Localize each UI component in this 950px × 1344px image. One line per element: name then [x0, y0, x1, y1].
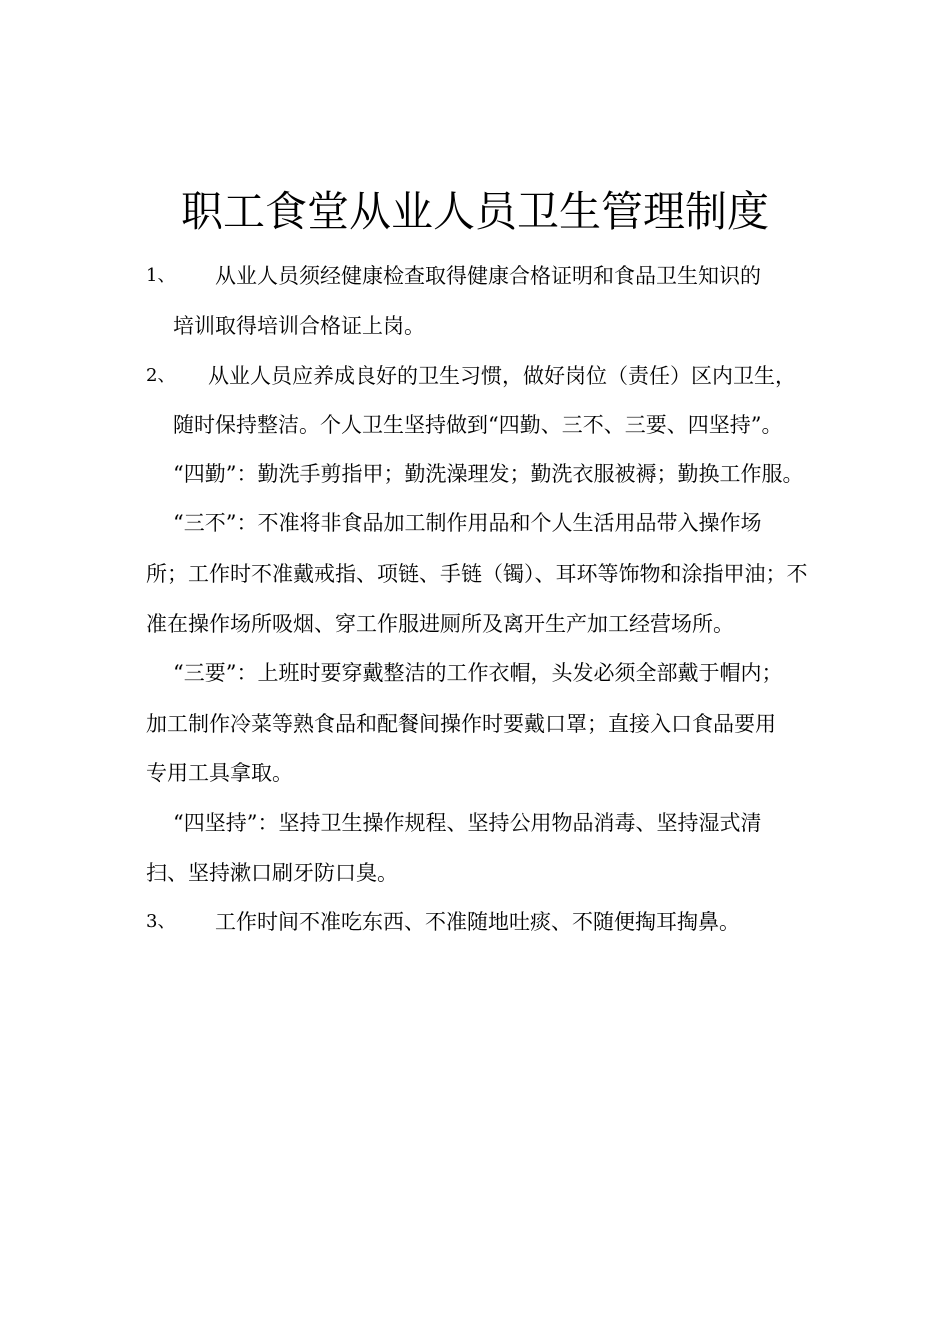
san-yao-line-3: 专用工具拿取。 — [146, 761, 293, 785]
item-2-line-1: 从业人员应养成良好的卫生习惯，做好岗位（责任）区内卫生， — [208, 364, 796, 388]
san-bu-line-2: 所；工作时不准戴戒指、项链、手链（镯）、耳环等饰物和涂指甲油；不 — [146, 562, 808, 586]
si-jianchi-line-2: 扫、坚持漱口刷牙防口臭。 — [146, 861, 398, 885]
item-1-line-2: 培训取得培训合格证上岗。 — [173, 314, 425, 338]
san-yao-line-2: 加工制作冷菜等熟食品和配餐间操作时要戴口罩；直接入口食品要用 — [146, 712, 776, 736]
san-yao-line-1: “三要”：上班时要穿戴整洁的工作衣帽，头发必须全部戴于帽内； — [173, 661, 783, 685]
item-3-number: 3、 — [146, 911, 176, 932]
item-2-number: 2、 — [146, 365, 176, 386]
item-2-line-2: 随时保持整洁。个人卫生坚持做到“四勤、三不、三要、四坚持”。 — [173, 413, 783, 437]
page-title: 职工食堂从业人员卫生管理制度 — [180, 187, 769, 236]
item-3-line-1: 工作时间不准吃东西、不准随地吐痰、不随便掏耳掏鼻。 — [215, 910, 740, 934]
si-qin-line-1: “四勤”：勤洗手剪指甲；勤洗澡理发；勤洗衣服被褥；勤换工作服。 — [173, 462, 804, 486]
item-1-line-1: 从业人员须经健康检查取得健康合格证明和食品卫生知识的 — [215, 264, 761, 288]
san-bu-line-3: 准在操作场所吸烟、穿工作服进厕所及离开生产加工经营场所。 — [146, 612, 734, 636]
san-bu-line-1: “三不”：不准将非食品加工制作用品和个人生活用品带入操作场 — [173, 511, 762, 535]
item-1-number: 1、 — [146, 265, 176, 286]
si-jianchi-line-1: “四坚持”：坚持卫生操作规程、坚持公用物品消毒、坚持湿式清 — [173, 811, 762, 835]
